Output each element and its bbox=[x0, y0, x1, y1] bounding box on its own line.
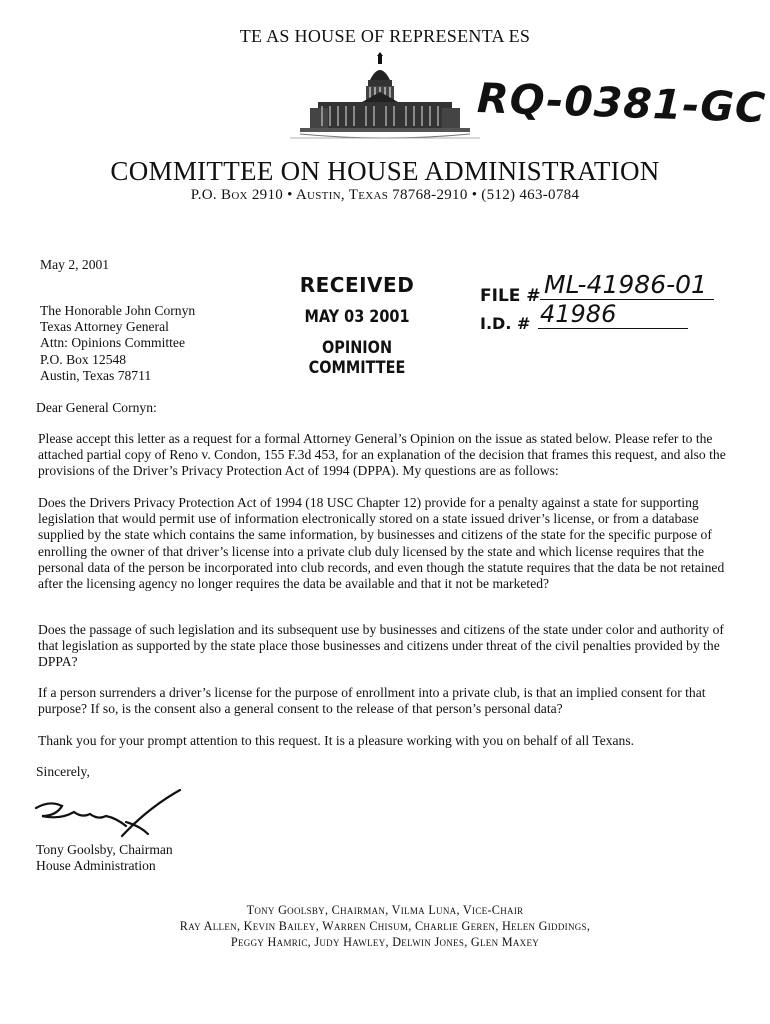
body-paragraph: Does the Drivers Privacy Protection Act of 1994 (18 USC Chapter 12) provide for a penalty against a state for supporting legislation that would permit use of information electronically stored on a state issued driver’s license, or from a database supplied by the state which contains the same information, by businesses and citizens of the state for the specific purpose of enrolling the owner of that driver’s license into a private club duly licensed by the state and which license requires that the personal data of the person be incorporated into club records, and even though the statute requires that the data be not retained after the licensing agency no longer requires the data be available and that it not be marketed? bbox=[38, 495, 725, 592]
committee-address: P.O. Box 2910 • Austin, Texas 78768-2910 • (512) 463-0784 bbox=[190, 187, 580, 203]
recipient-line: P.O. Box 12548 bbox=[40, 351, 127, 367]
body-paragraph: Please accept this letter as a request for a formal Attorney General’s Opinion on the issue as stated below. Please refer to the attached partial copy of Reno v. Condon, 155 F.3d 453, for an explanation of the decision that frames this request, and also the provisions of the Driver’s Privacy Protection Act of 1994 (DPPA). My questions are as follows: bbox=[38, 431, 726, 479]
body-paragraph: Thank you for your prompt attention to this request. It is a pleasure working with you on behalf of all Texans. bbox=[38, 733, 635, 748]
handwritten-signature bbox=[30, 786, 190, 840]
file-number-label: FILE # bbox=[480, 286, 541, 306]
body-paragraph: If a person surrenders a driver’s license for the purpose of enrollment into a private club, is that an implied consent for that purpose? If so, is the consent also a general consent to the release of that person’s personal data? bbox=[38, 685, 706, 717]
id-number-label: I.D. # bbox=[480, 314, 531, 333]
recipient-line: Attn: Opinions Committee bbox=[40, 335, 185, 351]
members-line: Tony Goolsby, Chairman, Vilma Luna, Vice-Chair bbox=[246, 903, 524, 917]
id-number-value: 41986 bbox=[538, 300, 688, 329]
signer-title: House Administration bbox=[36, 858, 156, 874]
recipient-line: The Honorable John Cornyn bbox=[40, 303, 196, 318]
house-title: TE AS HOUSE OF REPRESENTA ES bbox=[239, 26, 531, 46]
letter-date: May 2, 2001 bbox=[40, 257, 110, 272]
recipient-line: Texas Attorney General bbox=[40, 319, 169, 335]
committee-name: COMMITTEE ON HOUSE ADMINISTRATION bbox=[110, 156, 660, 186]
capitol-building-icon bbox=[290, 52, 480, 144]
members-line: Peggy Hamric, Judy Hawley, Delwin Jones, Glen Maxey bbox=[230, 935, 540, 949]
body-paragraph: Does the passage of such legislation and its subsequent use by businesses and citizens of the state under color and authority of that legislation as supported by the state place those businesses and citizens under threat of the civil penalties provided by the DPPA? bbox=[38, 622, 724, 670]
recipient-line: Austin, Texas 78711 bbox=[40, 367, 152, 383]
file-number-value: ML-41986-01 bbox=[540, 270, 714, 300]
salutation: Dear General Cornyn: bbox=[36, 400, 157, 415]
closing: Sincerely, bbox=[36, 764, 90, 779]
committee-members bbox=[0, 902, 770, 950]
received-stamp-office: OPINION COMMITTEE bbox=[308, 338, 406, 378]
received-stamp-date: MAY 03 2001 bbox=[304, 307, 410, 327]
handwritten-reference-number: RQ-0381-GC bbox=[476, 74, 767, 133]
signer-name: Tony Goolsby, Chairman bbox=[36, 842, 173, 857]
signer-block bbox=[36, 842, 173, 874]
recipient-address bbox=[40, 303, 195, 384]
members-line: Ray Allen, Kevin Bailey, Warren Chisum, Charlie Geren, Helen Giddings, bbox=[179, 919, 591, 933]
received-stamp-status: RECEIVED bbox=[299, 273, 415, 297]
